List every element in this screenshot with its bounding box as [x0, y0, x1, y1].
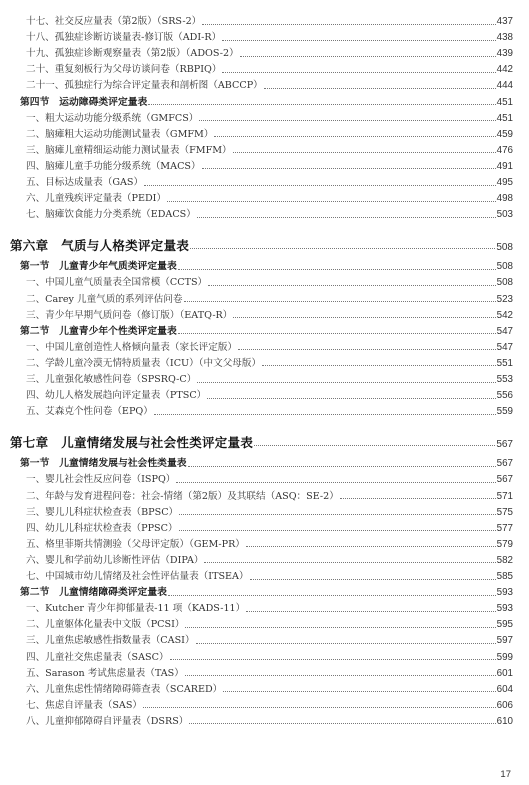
- toc-page: 547: [496, 325, 513, 337]
- toc-page: 604: [496, 683, 513, 695]
- toc-title: 三、儿童焦虑敏感性指数量表（CASI）: [26, 635, 195, 647]
- toc-entry: [0, 14, 529, 30]
- dot-leader: [264, 88, 496, 89]
- dot-leader: [222, 72, 495, 73]
- dot-leader: [148, 104, 495, 105]
- toc-entry: [0, 207, 529, 223]
- toc-title: 四、儿童社交焦虑量表（SASC）: [26, 651, 169, 663]
- toc-page: 551: [496, 357, 513, 369]
- dot-leader: [262, 365, 496, 366]
- toc-title: 十九、孤独症诊断观察量表（第2版）（ADOS-2）: [26, 48, 239, 60]
- toc-page: 601: [496, 667, 513, 679]
- dot-leader: [176, 482, 495, 483]
- toc-page: 508: [496, 261, 513, 273]
- toc-entry: [0, 372, 529, 388]
- toc-entry: [0, 78, 529, 94]
- toc-page: 595: [496, 619, 513, 631]
- toc-entry: [0, 489, 529, 505]
- toc-entry: [0, 633, 529, 649]
- toc-entry: [0, 553, 529, 569]
- toc-title: 七、中国城市幼儿情绪及社会性评估量表（ITSEA）: [26, 571, 249, 582]
- toc-title: 第二节 儿童青少年个性类评定量表: [20, 325, 177, 337]
- toc-title: 二、儿童躯体化量表中文版（PCSI）: [26, 619, 185, 631]
- toc-page: 593: [496, 587, 513, 599]
- toc-section: [0, 259, 529, 275]
- toc-page: 599: [496, 651, 513, 663]
- toc-entry: [0, 569, 529, 585]
- toc-title: 五、格里菲斯共情测验（父母评定版）（GEM-PR）: [26, 538, 245, 550]
- dot-leader: [144, 185, 496, 186]
- toc-title: 一、粗大运动功能分级系统（GMFCS）: [26, 112, 199, 124]
- toc-title: 三、青少年早期气质问卷（修订版）（EATQ-R）: [26, 309, 233, 321]
- toc-page: 542: [496, 309, 513, 321]
- toc-page: 476: [496, 144, 513, 156]
- dot-leader: [188, 466, 496, 467]
- toc-entry: [0, 62, 529, 78]
- toc-page: 575: [496, 506, 513, 518]
- toc-title: 二、脑瘫粗大运动功能测试量表（GMFM）: [26, 128, 214, 140]
- toc-title: 一、中国儿童创造性人格倾向量表（家长评定版）: [26, 341, 238, 353]
- toc-page: 606: [496, 699, 513, 711]
- toc-page: 439: [496, 48, 513, 60]
- toc-page: 567: [496, 458, 513, 470]
- toc-entry: [0, 714, 529, 730]
- toc-title: 第四节 运动障碍类评定量表: [20, 96, 148, 108]
- toc-title: 一、婴儿社会性反应问卷（ISPQ）: [26, 474, 176, 486]
- toc-title: 六、婴儿和学前幼儿诊断性评估（DIPA）: [26, 554, 204, 566]
- toc-page: 556: [496, 390, 513, 402]
- toc-entry: [0, 275, 529, 291]
- toc-title: 五、Sarason 考试焦虑量表（TAS）: [26, 667, 184, 679]
- toc-title: 三、脑瘫儿童精细运动能力测试量表（FMFM）: [26, 144, 232, 156]
- dot-leader: [178, 269, 496, 270]
- dot-leader: [179, 514, 496, 515]
- toc-title: 五、目标达成量表（GAS）: [26, 177, 144, 188]
- dot-leader: [246, 546, 496, 547]
- toc-title: 七、脑瘫饮食能力分类系统（EDACS）: [26, 209, 196, 221]
- dot-leader: [204, 562, 495, 563]
- dot-leader: [196, 643, 496, 644]
- toc-entry: [0, 143, 529, 159]
- toc-entry: [0, 472, 529, 488]
- toc-page: 553: [496, 374, 513, 385]
- dot-leader: [254, 445, 495, 446]
- toc-title: 十八、孤独症诊断访谈量表-修订版（ADI-R）: [26, 32, 222, 44]
- toc-title: 二十、重复刻板行为父母访谈问卷（RBPIQ）: [26, 64, 222, 76]
- toc-page: 559: [496, 406, 513, 418]
- toc-title: 二、年龄与发育进程问卷：社会-情绪（第2版）及其联结（ASQ：SE-2）: [26, 490, 339, 502]
- toc-entry: [0, 30, 529, 46]
- dot-leader: [199, 120, 495, 121]
- dot-leader: [167, 201, 496, 202]
- toc-title: 三、儿童强化敏感性问卷（SPSRQ-C）: [26, 374, 197, 385]
- dot-leader: [168, 595, 496, 596]
- dot-leader: [238, 349, 496, 350]
- dot-leader: [143, 707, 496, 708]
- toc-page: 593: [496, 603, 513, 615]
- toc-page: 438: [496, 32, 513, 44]
- toc-entry: [0, 698, 529, 714]
- dot-leader: [170, 659, 496, 660]
- toc-page: 508: [496, 242, 513, 254]
- toc-page: 451: [496, 112, 513, 124]
- dot-leader: [207, 398, 495, 399]
- toc-entry: [0, 292, 529, 308]
- toc-title: 十七、社交反应量表（第2版）（SRS-2）: [26, 16, 202, 27]
- dot-leader: [190, 248, 495, 249]
- toc-title: 四、脑瘫儿童手功能分级系统（MACS）: [26, 160, 201, 172]
- dot-leader: [178, 333, 496, 334]
- dot-leader: [233, 152, 496, 153]
- dot-leader: [222, 40, 495, 41]
- toc-entry: [0, 505, 529, 521]
- dot-leader: [240, 56, 496, 57]
- toc-page: 567: [496, 439, 513, 451]
- toc-title: 五、艾森克个性问卷（EPQ）: [26, 406, 153, 418]
- toc-title: 六、儿童残疾评定量表（PEDI）: [26, 193, 167, 205]
- toc-page: 491: [496, 160, 513, 172]
- toc-page: 577: [496, 522, 513, 534]
- toc-title: 七、焦虑自评量表（SAS）: [26, 699, 143, 711]
- toc-page: 571: [496, 490, 513, 502]
- toc-page: 437: [496, 16, 513, 27]
- toc-title: 一、中国儿童气质量表全国常模（CCTS）: [26, 277, 208, 289]
- dot-leader: [197, 217, 496, 218]
- toc-title: 第一节 儿童青少年气质类评定量表: [20, 261, 177, 273]
- toc-title: 八、儿童抑郁障碍自评量表（DSRS）: [26, 715, 189, 727]
- toc-title: 第七章 儿童情绪发展与社会性类评定量表: [10, 435, 254, 451]
- dot-leader: [340, 498, 496, 499]
- dot-leader: [189, 723, 495, 724]
- toc-title: 四、幼儿人格发展趋向评定量表（PTSC）: [26, 390, 207, 402]
- dot-leader: [233, 317, 495, 318]
- toc-title: 二、Carey 儿童气质的系列评估问卷: [26, 293, 183, 305]
- toc-chapter: [0, 432, 529, 454]
- toc-entry: [0, 388, 529, 404]
- toc-section: [0, 95, 529, 111]
- toc-page: 610: [496, 715, 513, 727]
- toc-page: 508: [496, 277, 513, 289]
- toc-page: 585: [496, 571, 513, 582]
- toc-entry: [0, 537, 529, 553]
- toc-section: [0, 585, 529, 601]
- toc-page: 582: [496, 554, 513, 566]
- dot-leader: [202, 24, 495, 25]
- toc-entry: [0, 191, 529, 207]
- toc-title: 二、学龄儿童冷漠无情特质量表（ICU）（中文父母版）: [26, 357, 262, 369]
- toc-title: 第一节 儿童情绪发展与社会性类量表: [20, 458, 187, 470]
- page-number: 17: [500, 769, 511, 780]
- toc-page: 442: [496, 64, 513, 76]
- toc-entry: [0, 617, 529, 633]
- dot-leader: [202, 168, 496, 169]
- toc-entry: [0, 601, 529, 617]
- toc-section: [0, 456, 529, 472]
- toc-title: 第六章 气质与人格类评定量表: [10, 238, 190, 254]
- toc-title: 二十一、孤独症行为综合评定量表和剖析图（ABCCP）: [26, 80, 263, 92]
- toc-title: 六、儿童焦虑性情绪障碍筛查表（SCARED）: [26, 683, 223, 695]
- dot-leader: [250, 579, 496, 580]
- toc-entry: [0, 404, 529, 420]
- dot-leader: [185, 627, 495, 628]
- toc-entry: [0, 682, 529, 698]
- toc-page: 567: [496, 474, 513, 486]
- dot-leader: [184, 301, 496, 302]
- toc-entry: [0, 521, 529, 537]
- toc-entry: [0, 650, 529, 666]
- toc-page: 495: [496, 177, 513, 188]
- toc-page: 498: [496, 193, 513, 205]
- dot-leader: [223, 691, 495, 692]
- toc-entry: [0, 111, 529, 127]
- toc-entry: [0, 308, 529, 324]
- toc-entry: [0, 666, 529, 682]
- toc-page: 459: [496, 128, 513, 140]
- dot-leader: [185, 675, 496, 676]
- toc-entry: [0, 127, 529, 143]
- toc-entry: [0, 175, 529, 191]
- toc-entry: [0, 159, 529, 175]
- dot-leader: [179, 530, 496, 531]
- toc-title: 一、Kutcher 青少年抑郁量表-11 项（KADS-11）: [26, 603, 246, 615]
- toc-page: 523: [496, 293, 513, 305]
- toc-chapter: [0, 235, 529, 257]
- toc-title: 三、婴儿儿科症状检查表（BPSC）: [26, 506, 179, 518]
- dot-leader: [214, 136, 495, 137]
- dot-leader: [208, 285, 495, 286]
- dot-leader: [246, 611, 495, 612]
- toc-entry: [0, 46, 529, 62]
- toc-page: 451: [496, 96, 513, 108]
- dot-leader: [197, 382, 495, 383]
- toc-page: 579: [496, 538, 513, 550]
- toc-title: 第二节 儿童情绪障碍类评定量表: [20, 587, 167, 599]
- toc-page: 547: [496, 341, 513, 353]
- toc-page: 597: [496, 635, 513, 647]
- toc-section: [0, 324, 529, 340]
- toc-entry: [0, 340, 529, 356]
- toc-title: 四、幼儿儿科症状检查表（PPSC）: [26, 522, 178, 534]
- toc-page: 444: [496, 80, 513, 92]
- toc-entry: [0, 356, 529, 372]
- dot-leader: [154, 414, 496, 415]
- toc-page: 503: [496, 209, 513, 221]
